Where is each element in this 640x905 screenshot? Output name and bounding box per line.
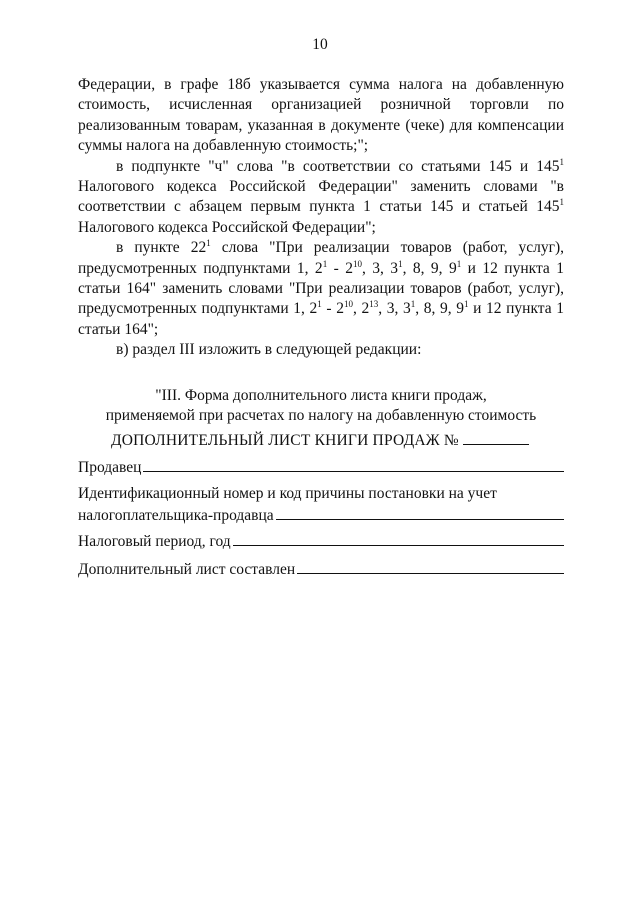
paragraph-continuation: Федерации, в графе 18б указывается сумма налога на добавленную стоимость, исчисленная организацией розничной торговли по реализованным товарам, указанная в документе (чеке) для компенсации суммы налога на добавленную стоимость;"; bbox=[78, 76, 564, 155]
text-run: - 2 bbox=[321, 300, 344, 318]
form-title-line-2: применяемой при расчетах по налогу на добавленную стоимость bbox=[105, 407, 537, 425]
superscript: 1 bbox=[322, 258, 328, 269]
inn-label-line-1: Идентификационный номер и код причины постановки на учет bbox=[78, 485, 497, 502]
paragraph-section-iii: в) раздел III изложить в следующей редакции: bbox=[116, 341, 422, 359]
superscript: 1 bbox=[410, 299, 416, 310]
superscript: 1 bbox=[398, 258, 403, 269]
text-run: слова "При реализации товаров (работ, услуг), предусмотренных подпунктами 1, 2 bbox=[78, 239, 565, 277]
form-title-line-1: "III. Форма дополнительного листа книги продаж, bbox=[155, 387, 487, 404]
text-run: в подпункте "ч" слова "в соответствии со статьями 145 и 145 bbox=[116, 157, 560, 175]
text-run: , 8, 9, 9 bbox=[402, 259, 457, 277]
book-title bbox=[0, 430, 640, 450]
seller-label: Продавец bbox=[78, 459, 142, 476]
text-run: в пункте 22 bbox=[116, 239, 207, 257]
body-text bbox=[78, 75, 564, 361]
paragraph-subpoint-ch bbox=[78, 157, 564, 239]
text-run: , 3, 3 bbox=[378, 300, 411, 318]
superscript: 1 bbox=[206, 238, 211, 249]
superscript: 10 bbox=[343, 299, 353, 310]
superscript: 10 bbox=[352, 258, 362, 269]
superscript: 1 bbox=[559, 156, 564, 167]
tax-period-label: Налоговый период, год bbox=[78, 533, 231, 550]
tax-period-blank-line bbox=[233, 530, 564, 546]
inn-row bbox=[78, 504, 564, 526]
paragraph-point-22 bbox=[78, 238, 564, 340]
tax-period-field bbox=[78, 530, 564, 552]
text-run: , 2 bbox=[352, 300, 370, 318]
superscript: 1 bbox=[456, 258, 462, 269]
text-run: Налогового кодекса Российской Федерации" заменить словами "в соответствии с абзацем первым пункта 1 статьи 145 и статьей 145 bbox=[78, 178, 564, 216]
compiled-label: Дополнительный лист составлен bbox=[78, 561, 296, 578]
book-title-text: ДОПОЛНИТЕЛЬНЫЙ ЛИСТ КНИГИ ПРОДАЖ № bbox=[111, 432, 459, 449]
seller-field bbox=[78, 456, 564, 478]
superscript: 1 bbox=[317, 299, 322, 310]
superscript: 13 bbox=[369, 299, 379, 310]
number-blank-line bbox=[463, 430, 529, 445]
text-run: , 3, 3 bbox=[361, 259, 399, 277]
page-number: 10 bbox=[312, 36, 328, 53]
seller-blank-line bbox=[143, 456, 564, 472]
superscript: 1 bbox=[463, 299, 469, 310]
compiled-blank-line bbox=[297, 558, 564, 574]
text-run: и 12 пункта 1 статьи 164"; bbox=[78, 300, 564, 338]
form-title bbox=[78, 386, 564, 427]
compiled-field bbox=[78, 558, 564, 580]
text-run: Налогового кодекса Российской Федерации"; bbox=[78, 218, 376, 236]
text-run: и 12 пункта 1 статьи 164" заменить словами "При реализации товаров (работ, услуг), предусмотренных подпунктами 1, 2 bbox=[78, 259, 564, 318]
inn-blank-line bbox=[276, 504, 564, 520]
inn-label-line-2: налогоплательщика-продавца bbox=[78, 507, 274, 525]
superscript: 1 bbox=[559, 197, 564, 208]
text-run: - 2 bbox=[327, 259, 353, 277]
text-run: , 8, 9, 9 bbox=[415, 300, 464, 318]
inn-field bbox=[78, 484, 564, 527]
